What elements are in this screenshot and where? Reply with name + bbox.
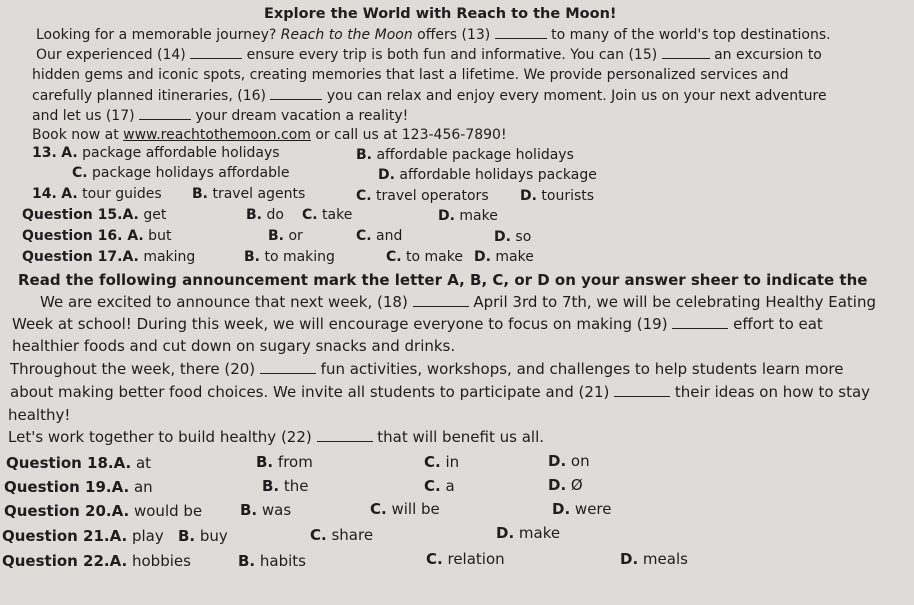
q16-option-d[interactable]: D. so [494,229,532,245]
q19-option-b[interactable]: B. the [262,477,309,495]
passage1-line3: hidden gems and iconic spots, creating memories that last a lifetime. We provide personalized services and [32,67,789,83]
q13-option-c[interactable]: C. package holidays affordable [72,165,290,181]
q20-option-b[interactable]: B. was [240,501,292,519]
q21-option-b[interactable]: B. buy [178,527,228,545]
q14-option-d[interactable]: D. tourists [520,188,595,204]
passage1-line1: Looking for a memorable journey? Reach to the Moon offers (13) to many of the world's top destinations. [36,27,831,43]
passage2-line2: Week at school! During this week, we will encourage everyone to focus on making (19) effort to eat [12,315,823,333]
q18-option-a[interactable]: Question 18.A. at [6,454,152,472]
website-link[interactable]: www.reachtothemoon.com [123,127,311,143]
blank-17 [139,106,191,120]
blank-20 [260,360,316,374]
q20-option-a[interactable]: Question 20.A. would be [4,502,203,520]
q22-option-c[interactable]: C. relation [426,550,505,568]
passage1-line4: carefully planned itineraries, (16) you can relax and enjoy every moment. Join us on your next adventure [32,88,827,104]
q17-option-b[interactable]: B. to making [244,249,335,265]
q21-option-c[interactable]: C. share [310,526,374,544]
q13-option-a[interactable]: 13. A. package affordable holidays [32,145,280,161]
page-title: Explore the World with Reach to the Moon! [264,6,617,22]
q18-option-c[interactable]: C. in [424,453,460,471]
q19-option-c[interactable]: C. a [424,477,455,495]
blank-19 [672,315,728,329]
q14-option-a[interactable]: 14. A. tour guides [32,186,162,202]
blank-13 [495,25,547,39]
q13-option-d[interactable]: D. affordable holidays package [378,167,597,183]
passage2-line1: We are excited to announce that next week, (18) April 3rd to 7th, we will be celebrating Healthy Eating [40,293,876,311]
blank-14 [190,45,242,59]
q19-option-a[interactable]: Question 19.A. an [4,478,153,496]
passage1-line5: and let us (17) your dream vacation a reality! [32,108,409,124]
q19-option-d[interactable]: D. Ø [548,476,583,494]
passage2-line4: Throughout the week, there (20) fun activities, workshops, and challenges to help students learn more [10,360,844,378]
q21-option-d[interactable]: D. make [496,524,561,542]
q16-option-a[interactable]: Question 16. A. but [22,228,172,244]
passage2-line7: Let's work together to build healthy (22) that will benefit us all. [8,428,545,446]
passage1-line2: Our experienced (14) ensure every trip is both fun and informative. You can (15) an excursion to [36,47,822,63]
q14-option-c[interactable]: C. travel operators [356,188,489,204]
blank-15 [662,45,710,59]
q13-option-b[interactable]: B. affordable package holidays [356,147,574,163]
passage1-line6: Book now at www.reachtothemoon.com or call us at 123-456-7890! [32,127,507,143]
blank-18 [413,293,469,307]
q15-option-d[interactable]: D. make [438,208,498,224]
passage2-line6: healthy! [8,406,71,424]
q22-option-b[interactable]: B. habits [238,552,306,570]
blank-16 [270,86,322,100]
q17-option-d[interactable]: D. make [474,249,534,265]
q18-option-d[interactable]: D. on [548,452,590,470]
q20-option-d[interactable]: D. were [552,500,612,518]
instruction-text: Read the following announcement mark the letter A, B, C, or D on your answer sheer to indicate the [18,271,868,289]
q16-option-b[interactable]: B. or [268,228,303,244]
q14-option-b[interactable]: B. travel agents [192,186,306,202]
q17-option-c[interactable]: C. to make [386,249,463,265]
q15-option-b[interactable]: B. do [246,207,284,223]
q18-option-b[interactable]: B. from [256,453,313,471]
q20-option-c[interactable]: C. will be [370,500,440,518]
passage2-line5: about making better food choices. We invite all students to participate and (21) their ideas on how to stay [10,383,871,401]
q22-option-a[interactable]: Question 22.A. hobbies [2,552,191,570]
q22-option-d[interactable]: D. meals [620,550,688,568]
q15-option-c[interactable]: C. take [302,207,353,223]
q17-option-a[interactable]: Question 17.A. making [22,249,196,265]
q21-option-a[interactable]: Question 21.A. play [2,527,164,545]
blank-21 [614,383,670,397]
q15-option-a[interactable]: Question 15.A. get [22,207,167,223]
q16-option-c[interactable]: C. and [356,228,403,244]
blank-22 [317,428,373,442]
passage2-line3: healthier foods and cut down on sugary snacks and drinks. [12,337,456,355]
